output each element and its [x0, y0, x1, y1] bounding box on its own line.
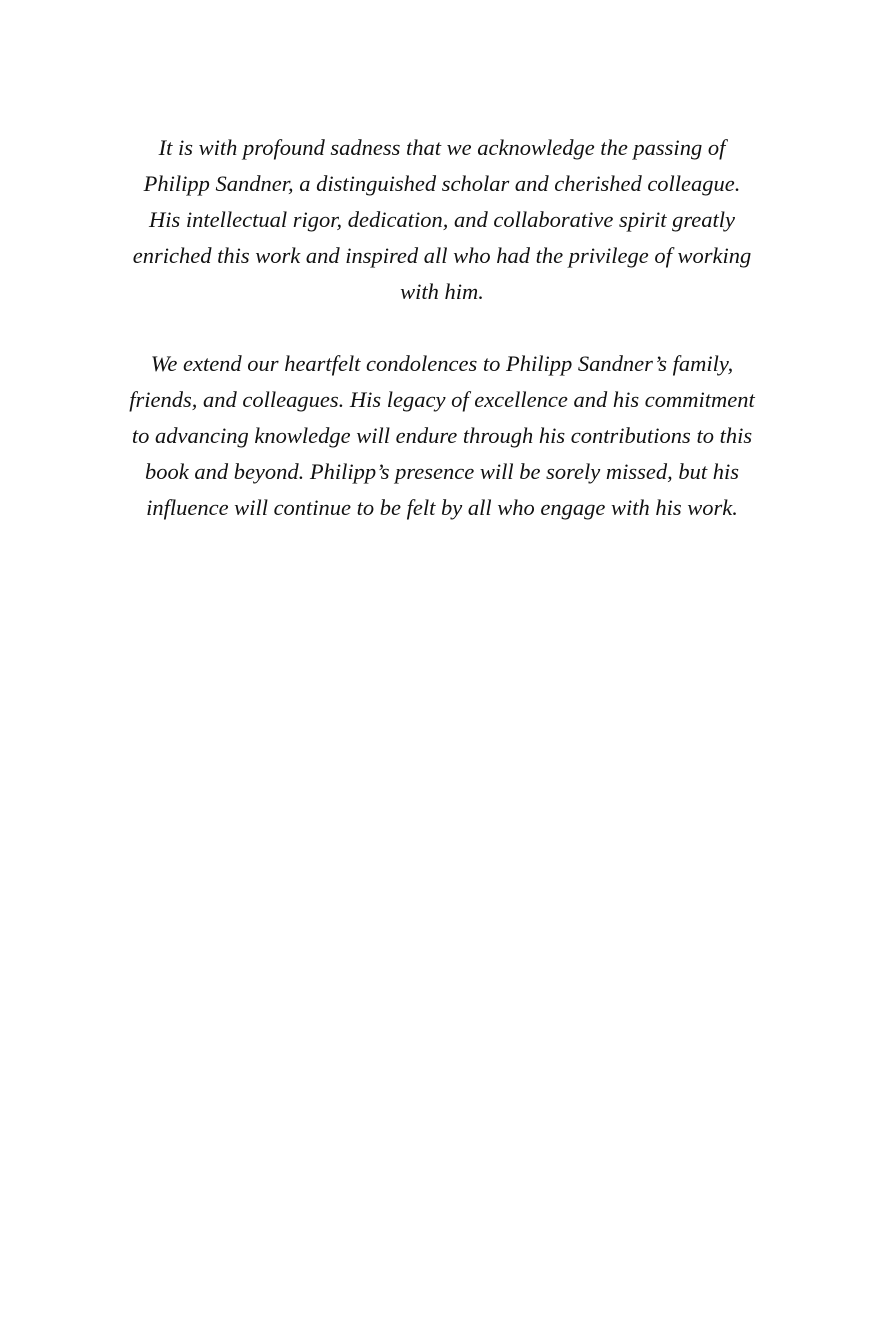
text-line: We extend our heartfelt condolences to Philipp Sandner’s family,: [150, 351, 734, 376]
text-line: to advancing knowledge will endure through his contributions to this: [131, 423, 753, 448]
text-line: book and beyond. Philipp’s presence will be sorely missed, but his: [144, 459, 740, 484]
text-line: enriched this work and inspired all who had the privilege of working: [132, 243, 752, 268]
text-line: influence will continue to be felt by all who engage with his work.: [146, 495, 738, 520]
memorial-text: [100, 130, 784, 526]
text-line: Philipp Sandner, a distinguished scholar and cherished colleague.: [143, 171, 741, 196]
memorial-paragraph-1: [100, 130, 784, 310]
text-line: friends, and colleagues. His legacy of excellence and his commitment: [129, 387, 755, 412]
memorial-paragraph-2: [100, 346, 784, 526]
text-line: His intellectual rigor, dedication, and collaborative spirit greatly: [149, 207, 735, 232]
text-line: It is with profound sadness that we acknowledge the passing of: [158, 135, 726, 160]
text-line: with him.: [400, 279, 484, 304]
